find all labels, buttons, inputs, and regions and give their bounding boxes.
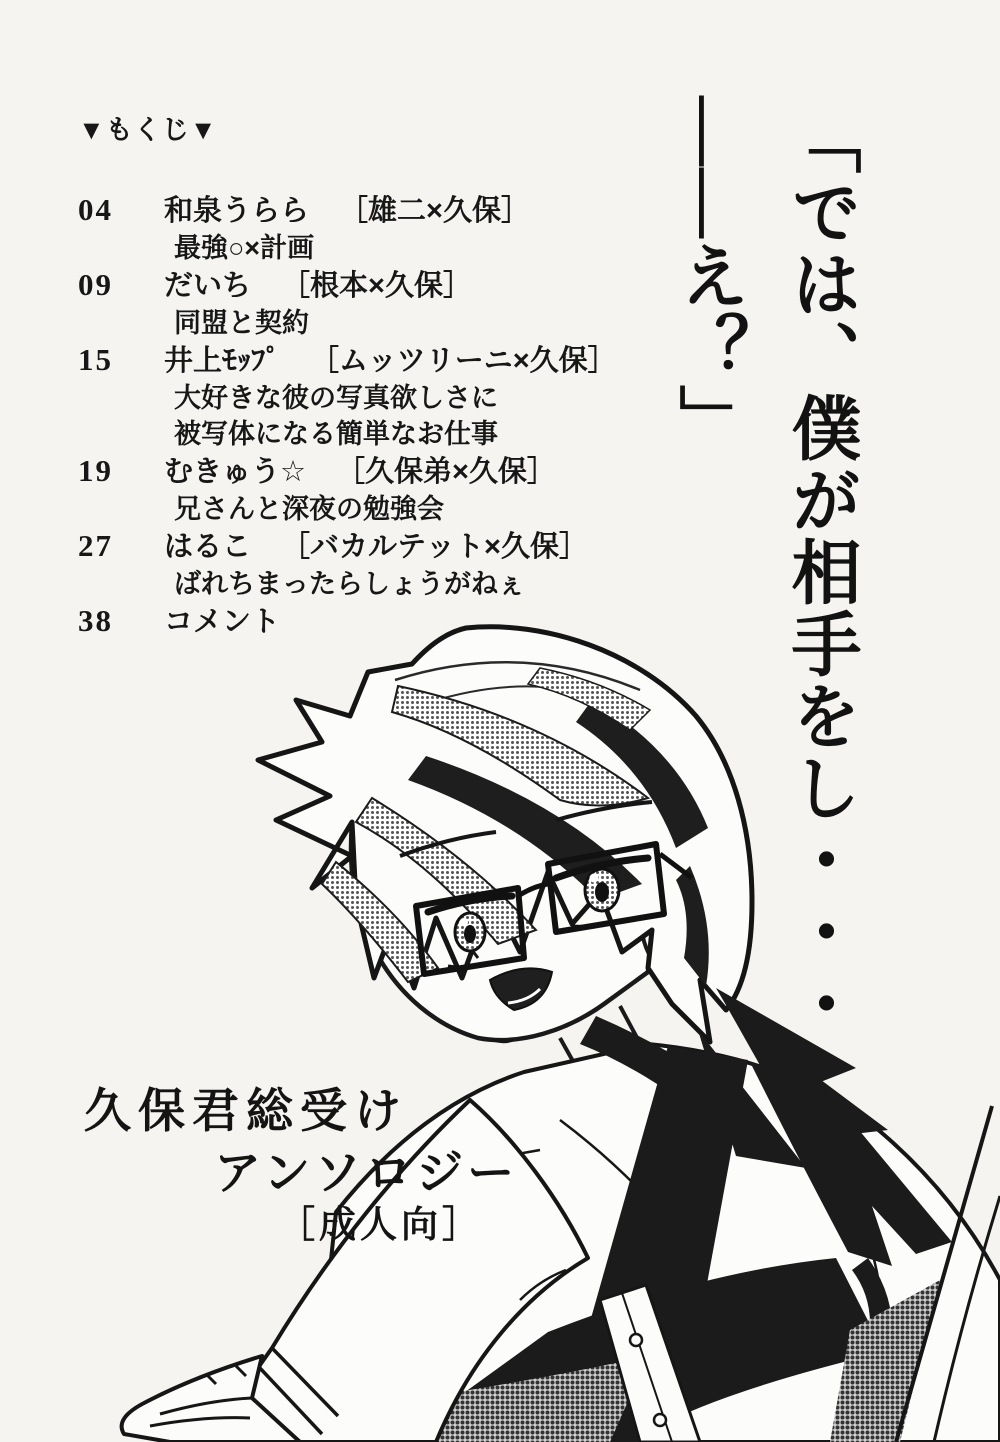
toc-subtitle: 最強○×計画 xyxy=(174,233,315,263)
table-of-contents xyxy=(78,108,678,641)
toc-entry-page-number: 27 xyxy=(78,528,113,563)
toc-entry-subtitles xyxy=(78,566,678,602)
toc-entry-subtitles xyxy=(78,380,678,452)
footer-rating-label: ［成人向］ xyxy=(278,1205,483,1246)
toc-entry-author: はるこ xyxy=(164,531,252,563)
toc-entry-subtitles xyxy=(78,491,678,527)
toc-entry-page-number: 15 xyxy=(78,342,113,377)
toc-entry-subtitles xyxy=(78,305,678,341)
toc-entry-pairing: ［久保弟×久保］ xyxy=(336,456,556,488)
toc-entry-main xyxy=(78,452,678,491)
toc-entry-author: むきゅう☆ xyxy=(164,456,306,488)
footer-title-line2: アンソロジー xyxy=(214,1148,519,1200)
vertical-quote-sub: ——え？」 xyxy=(669,96,746,456)
toc-subtitle: 兄さんと深夜の勉強会 xyxy=(174,494,444,524)
toc-entry-subtitles xyxy=(78,230,678,266)
toc-subtitle: 同盟と契約 xyxy=(174,308,309,338)
toc-entry-page-number: 09 xyxy=(78,267,113,302)
toc-entry-main xyxy=(78,341,678,380)
toc-entry-page-number: 19 xyxy=(78,453,113,488)
toc-entry-list xyxy=(78,191,678,641)
vertical-quote-main: 「では、僕が相手をし・・・ xyxy=(781,104,858,1040)
toc-entry xyxy=(78,527,678,602)
toc-entry-main xyxy=(78,266,678,305)
toc-entry-pairing: ［バカルテット×久保］ xyxy=(281,531,588,563)
toc-entry xyxy=(78,191,678,266)
toc-entry-pairing: ［ムッツリーニ×久保］ xyxy=(310,345,617,377)
toc-entry-author: だいち xyxy=(164,270,252,302)
toc-entry-main xyxy=(78,191,678,230)
toc-entry-author: 井上ﾓｯﾌﾟ xyxy=(164,345,281,377)
toc-entry xyxy=(78,602,678,641)
toc-entry-page-number: 38 xyxy=(78,603,113,638)
toc-entry-author: 和泉うらら xyxy=(164,195,310,227)
toc-entry-pairing: ［雄二×久保］ xyxy=(339,195,530,227)
toc-entry xyxy=(78,341,678,452)
toc-entry xyxy=(78,452,678,527)
toc-subtitle: 大好きな彼の写真欲しさに xyxy=(174,383,498,413)
footer-title-line1: 久保君総受け xyxy=(84,1086,408,1138)
toc-entry-pairing: ［根本×久保］ xyxy=(281,270,472,302)
toc-subtitle: 被写体になる簡単なお仕事 xyxy=(174,419,498,449)
toc-entry-main xyxy=(78,527,678,566)
toc-entry xyxy=(78,266,678,341)
toc-entry-main xyxy=(78,602,678,641)
toc-subtitle: ばれちまったらしょうがねぇ xyxy=(174,569,525,599)
toc-entry-page-number: 04 xyxy=(78,192,113,227)
toc-header: ▼もくじ▼ xyxy=(78,115,218,145)
toc-entry-author: コメント xyxy=(164,606,281,638)
